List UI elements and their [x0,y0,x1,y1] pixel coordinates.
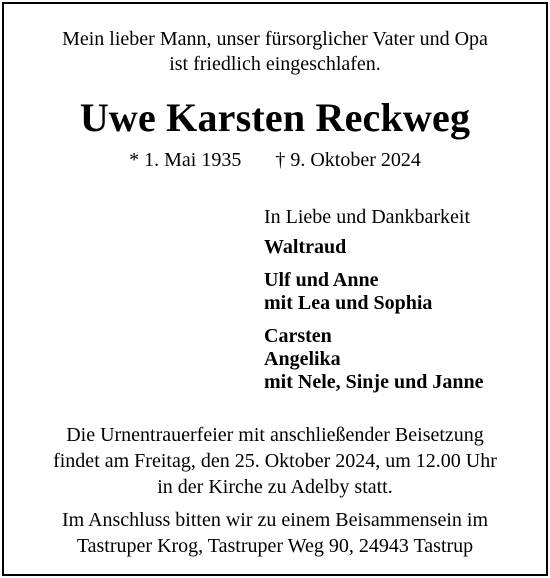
birth-date: * 1. Mai 1935 [129,149,242,171]
service-line: in der Kirche zu Adelby statt. [157,476,393,498]
intro-line: Mein lieber Mann, unser fürsorglicher Vater und Opa [62,28,488,50]
life-dates [0,147,550,173]
mourner-name: Ulf und Anne [264,269,379,291]
deceased-name: Uwe Karsten Reckweg [79,95,471,140]
mourner-group [264,236,534,259]
reception-info [0,507,550,559]
intro-text [0,27,550,77]
reception-line: Tastruper Krog, Tastruper Weg 90, 24943 Tastrup [76,535,474,557]
mourner-group [264,325,534,394]
mourner-name: Angelika [264,348,341,370]
service-info [0,422,550,500]
mourner-name: mit Nele, Sinje und Janne [264,371,484,393]
reception-line: Im Anschluss bitten wir zu einem Beisammensein im [61,509,489,531]
mourner-name: mit Lea und Sophia [264,292,433,314]
service-line: findet am Freitag, den 25. Oktober 2024, um 12.00 Uhr [53,450,497,472]
intro-line: ist friedlich eingeschlafen. [169,53,381,75]
mourner-name: Carsten [264,325,332,347]
service-line: Die Urnentrauerfeier mit anschließender Beisetzung [66,424,484,446]
mourners-lead: In Liebe und Dankbarkeit [264,206,471,228]
mourners-block [264,206,534,404]
mourner-name: Waltraud [264,236,347,258]
death-date: † 9. Oktober 2024 [275,149,421,171]
mourner-group [264,269,534,315]
